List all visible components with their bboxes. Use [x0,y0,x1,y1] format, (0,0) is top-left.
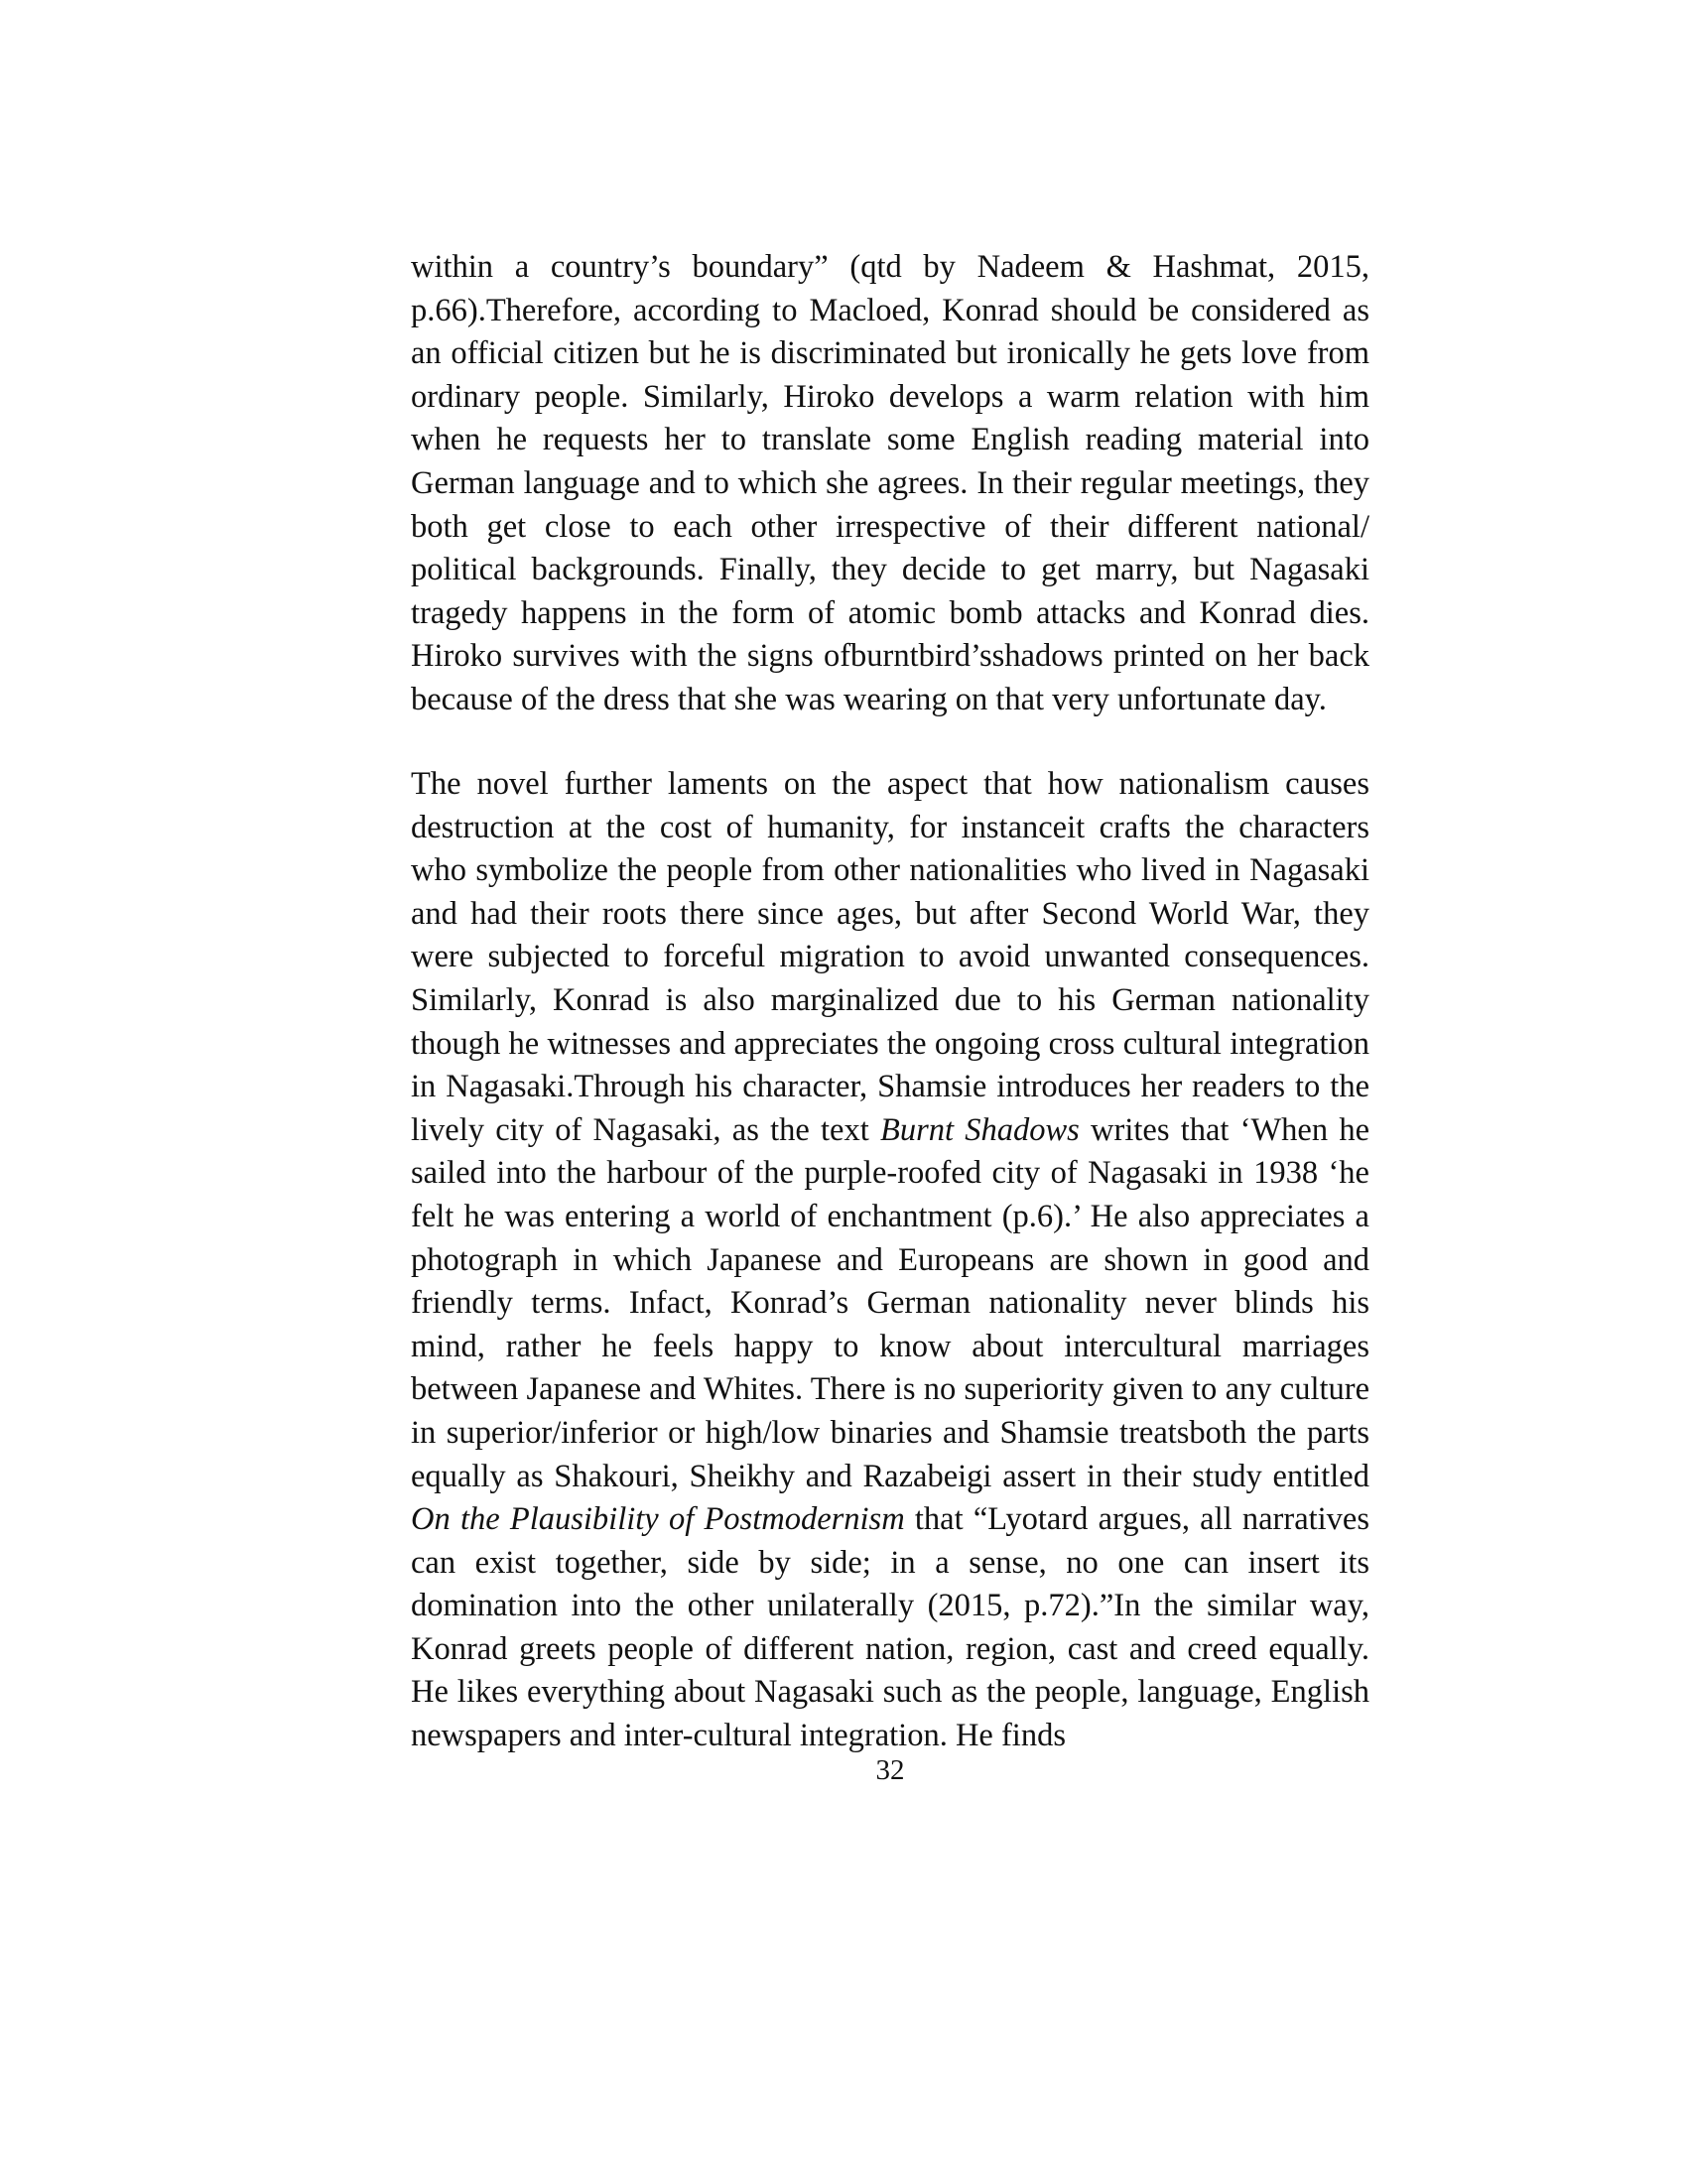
paragraph-2 [411,763,1369,1758]
page-number: 32 [875,1754,905,1786]
paragraph-2-text-2: writes that ‘When he sailed into the harbour of the purple-roofed city of Nagasaki in 1938 ‘he felt he was entering a world of enchantment (p.6).’ He also appreciates a photograph in which Japanese and Europeans are shown in good and friendly terms. Infact, Konrad’s German nationality never blinds his mind, rather he feels happy to know about intercultural marriages between Japanese and Whites. There is no superiority given to any culture in superior/inferior or high/low binaries and Shamsie treatsboth the parts equally as Shakouri, Sheikhy and Razabeigi assert in their study entitled [411,1111,1369,1494]
paragraph-1: within a country’s boundary” (qtd by Nadeem & Hashmat, 2015, p.66).Therefore, according to Macloed, Konrad should be considered as an official citizen but he is discriminated but ironically he gets love from ordinary people. Similarly, Hiroko develops a warm relation with him when he requests her to translate some English reading material into German language and to which she agrees. In their regular meetings, they both get close to each other irrespective of their different national/ political backgrounds. Finally, they decide to get marry, but Nagasaki tragedy happens in the form of atomic bomb attacks and Konrad dies. Hiroko survives with the signs ofburntbird’sshadows printed on her back because of the dress that she was wearing on that very unfortunate day. [411,249,1369,717]
paragraph-2-text-3: that “Lyotard argues, all narratives can exist together, side by side; in a sense, no one can insert its domination into the other unilaterally (2015, p.72).”In the similar way, Konrad greets people of different nation, region, cast and creed equally. He likes everything about Nagasaki such as the people, language, English newspapers and inter-cultural integration. He finds [411,1501,1369,1754]
italic-title-burnt-shadows: Burnt Shadows [879,1111,1080,1148]
paragraph-2-text-1: The novel further laments on the aspect that how nationalism causes destruction at the cost of humanity, for instanceit crafts the characters who symbolize the people from other nationalities who lived in Nagasaki and had their roots there since ages, but after Second World War, they were subjected to forceful migration to avoid unwanted consequences. Similarly, Konrad is also marginalized due to his German nationality though he witnesses and appreciates the ongoing cross cultural integration in Nagasaki.Through his character, Shamsie introduces her readers to the lively city of Nagasaki, as the text [411,766,1369,1148]
italic-title-plausibility: On the Plausibility of Postmodernism [411,1501,905,1538]
